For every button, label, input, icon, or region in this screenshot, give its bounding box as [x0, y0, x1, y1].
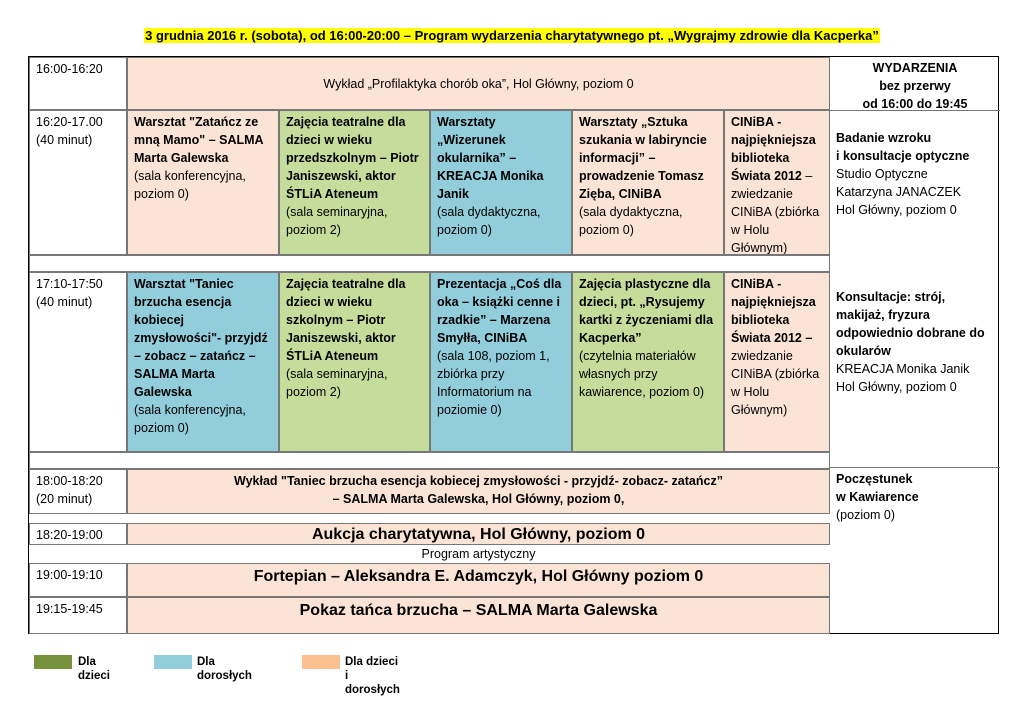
time-cell	[29, 469, 127, 514]
event-line: – SALMA Marta Galewska, Hol Główny, poziom 0,	[332, 492, 625, 506]
artistic-program-label	[127, 545, 830, 563]
side-header-line2: bez przerwy	[879, 79, 951, 93]
side-header-line3: od 16:00 do 19:45	[862, 97, 968, 110]
lecture-eye-diseases	[127, 57, 830, 110]
event-text: Pokaz tańca brzucha – SALMA Marta Galewska	[299, 602, 658, 619]
spacer-row	[29, 255, 830, 272]
section-label: Program artystyczny	[421, 547, 536, 561]
time: 16:00-16:20	[36, 62, 103, 76]
side-title: Poczęstunek	[836, 472, 913, 486]
workshop-cell	[572, 110, 724, 255]
time: 19:00-19:10	[36, 568, 103, 582]
workshop-title: CINiBA - najpiękniejsza biblioteka Świata 2012	[731, 115, 816, 183]
side-text: KREACJA Monika Janik	[836, 362, 970, 376]
legend-label: Dla dzieci i dorosłych	[345, 656, 400, 696]
workshop-cell	[724, 272, 830, 452]
workshop-cell	[127, 110, 279, 255]
side-title: Badanie wzroku	[836, 131, 932, 145]
time-cell	[29, 523, 127, 545]
workshop-cell	[572, 272, 724, 452]
side-title: w Kawiarence	[836, 490, 919, 504]
workshop-room: (sala dydaktyczna, poziom 0)	[437, 205, 541, 237]
time: 18:00-18:20	[36, 474, 103, 488]
workshop-room: (sala seminaryjna, poziom 2)	[286, 367, 388, 399]
time: 16:20-17.00	[36, 115, 103, 129]
side-text: Katarzyna JANACZEK	[836, 185, 962, 199]
time-cell	[29, 110, 127, 255]
time: 17:10-17:50	[36, 277, 103, 291]
workshop-title: Warsztaty „Wizerunek okularnika” – KREACJA Monika Janik	[437, 115, 544, 201]
legend-label: Dla dorosłych	[197, 656, 252, 682]
workshop-title: Zajęcia plastyczne dla dzieci, pt. „Rysujemy kartki z życzeniami dla Kacperka”	[579, 277, 714, 345]
event-text: Aukcja charytatywna, Hol Główny, poziom 0	[311, 526, 646, 543]
workshop-title: Warsztaty „Sztuka szukania w labiryncie informacji” – prowadzenie Tomasz Zięba, CINiBA	[579, 115, 707, 201]
event-line: Wykład "Taniec brzucha esencja kobiecej zmysłowości - przyjdź- zobacz- zatańcz”	[234, 474, 723, 488]
workshop-cell	[127, 272, 279, 452]
side-text: (poziom 0)	[836, 508, 896, 522]
workshop-room: – zwiedzanie CINiBA (zbiórka w Holu Głównym)	[731, 169, 820, 255]
side-title: i konsultacje optyczne	[836, 149, 970, 163]
legend-swatch	[154, 655, 192, 669]
duration: (40 minut)	[36, 133, 93, 147]
auction-cell	[127, 523, 830, 545]
lecture-belly-dance	[127, 469, 830, 514]
duration: (20 minut)	[36, 492, 93, 506]
side-event-cell	[830, 272, 1000, 452]
time-cell	[29, 563, 127, 597]
spacer-row	[29, 452, 830, 469]
legend-label: Dla dzieci	[78, 656, 110, 682]
workshop-cell	[430, 272, 572, 452]
workshop-room: (sala 108, poziom 1, zbiórka przy Informatorium na poziomie 0)	[437, 349, 550, 417]
time: 18:20-19:00	[36, 528, 103, 542]
time-cell	[29, 57, 127, 110]
side-text: Hol Główny, poziom 0	[836, 203, 957, 217]
workshop-room: (sala konferencyjna, poziom 0)	[134, 403, 246, 435]
page-title	[0, 27, 1024, 45]
side-title: Konsultacje: strój, makijaż, fryzura odpowiednio dobrane do okularów	[836, 290, 985, 358]
workshop-title: Warsztat "Zatańcz ze mną Mamo" – SALMA Marta Galewska	[134, 115, 264, 165]
belly-dance-show-cell	[127, 597, 830, 634]
side-event-cell	[830, 467, 1000, 537]
time: 19:15-19:45	[36, 602, 103, 616]
workshop-cell	[724, 110, 830, 255]
workshop-title: Warsztat "Taniec brzucha esencja kobiecej zmysłowości"- przyjdź – zobacz – zatańcz – SALMA Marta Galewska	[134, 277, 268, 399]
workshop-room: zwiedzanie CINiBA (zbiórka w Holu Głównym)	[731, 349, 820, 417]
legend-swatch	[34, 655, 72, 669]
event-text: Wykład „Profilaktyka chorób oka”, Hol Główny, poziom 0	[323, 77, 634, 91]
workshop-room: (sala konferencyjna, poziom 0)	[134, 169, 246, 201]
workshop-room: (czytelnia materiałów własnych przy kawiarence, poziom 0)	[579, 349, 705, 399]
workshop-title: Zajęcia teatralne dla dzieci w wieku przedszkolnym – Piotr Janiszewski, aktor ŚTLiA Ateneum	[286, 115, 419, 201]
workshop-cell	[279, 272, 430, 452]
title-text: 3 grudnia 2016 r. (sobota), od 16:00-20:00 – Program wydarzenia charytatywnego pt. „Wygrajmy zdrowie dla Kacperka”	[145, 28, 879, 43]
side-text: Studio Optyczne	[836, 167, 928, 181]
side-header	[830, 57, 1000, 110]
duration: (40 minut)	[36, 295, 93, 309]
side-text: Hol Główny, poziom 0	[836, 380, 957, 394]
workshop-title: CINiBA - najpiękniejsza biblioteka Świata 2012 –	[731, 277, 816, 345]
legend-swatch	[302, 655, 340, 669]
time-cell	[29, 597, 127, 634]
time-cell	[29, 272, 127, 452]
workshop-cell	[430, 110, 572, 255]
workshop-room: (sala dydaktyczna, poziom 0)	[579, 205, 683, 237]
side-event-cell	[830, 110, 1000, 255]
workshop-title: Prezentacja „Coś dla oka – książki cenne i rzadkie” – Marzena Smyłła, CINiBA	[437, 277, 562, 345]
event-text: Fortepian – Aleksandra E. Adamczyk, Hol Główny poziom 0	[253, 568, 704, 585]
piano-performance-cell	[127, 563, 830, 597]
workshop-room: (sala seminaryjna, poziom 2)	[286, 205, 388, 237]
workshop-title: Zajęcia teatralne dla dzieci w wieku szkolnym – Piotr Janiszewski, aktor ŚTLiA Ateneum	[286, 277, 406, 363]
schedule-table	[28, 56, 999, 634]
side-header-line1: WYDARZENIA	[872, 61, 958, 75]
workshop-cell	[279, 110, 430, 255]
